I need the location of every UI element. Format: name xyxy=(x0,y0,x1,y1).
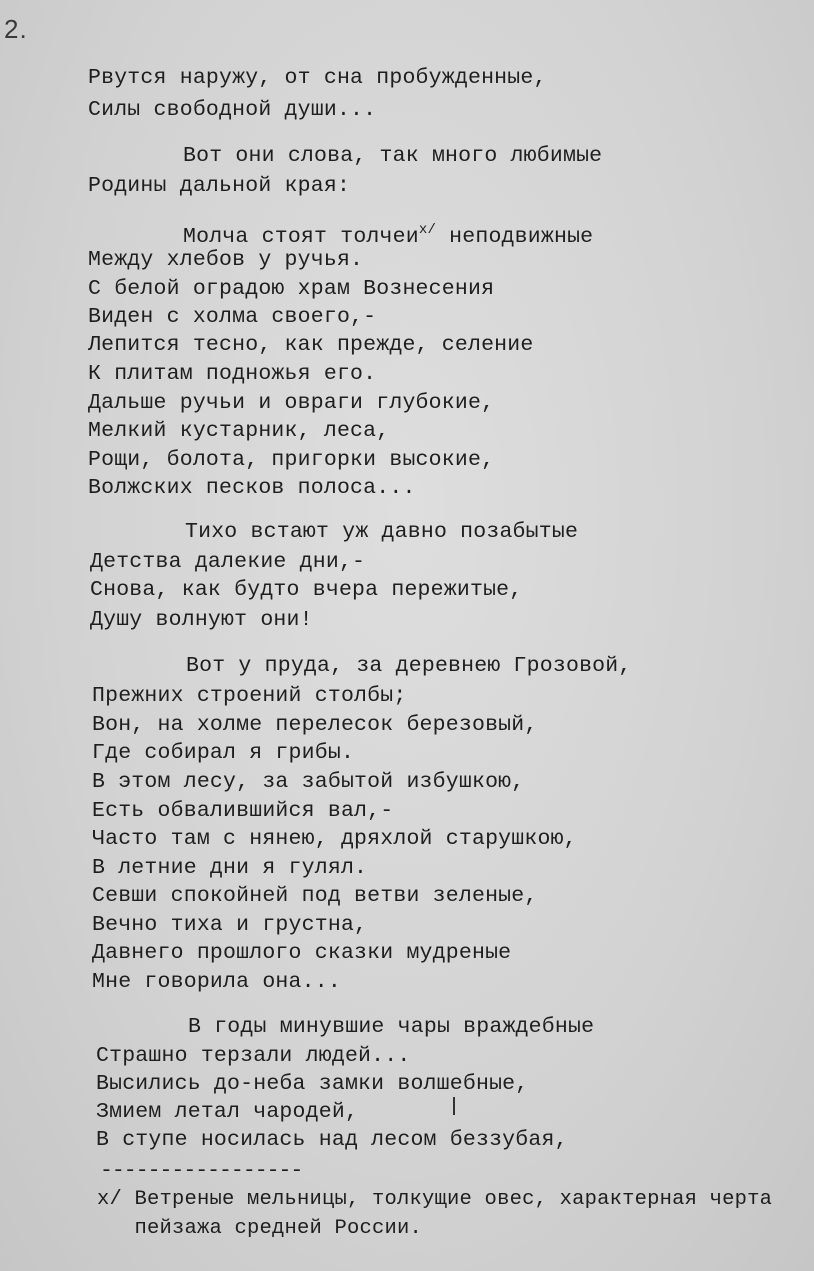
poem-line: Страшно терзали людей... xyxy=(96,1044,411,1068)
poem-line: Вон, на холме перелесок березовый, xyxy=(92,713,538,737)
poem-line: Прежних строений столбы; xyxy=(92,684,407,708)
poem-line: Рвутся наружу, от сна пробужденные, xyxy=(88,66,547,90)
footnote-line: x/ Ветреные мельницы, толкущие овес, характерная черта xyxy=(97,1188,773,1211)
poem-line: Вот они слова, так много любимые xyxy=(183,144,603,168)
poem-line: Душу волнуют они! xyxy=(90,608,313,632)
footnote-rule: ----------------- xyxy=(100,1159,303,1183)
poem-line: Вот у пруда, за деревнею Грозовой, xyxy=(186,654,632,678)
poem-line: Виден с холма своего,- xyxy=(88,305,377,329)
poem-line: Лепится тесно, как прежде, селение xyxy=(88,333,534,357)
poem-line: Часто там с нянею, дряхлой старушкою, xyxy=(92,827,577,851)
poem-line: Снова, как будто вчера пережитые, xyxy=(90,578,523,602)
poem-line: Волжских песков полоса... xyxy=(88,476,416,500)
footnote-line: пейзажа средней России. xyxy=(97,1217,423,1240)
pen-mark xyxy=(453,1097,455,1115)
poem-line: К плитам подножья его. xyxy=(88,362,377,386)
page-number: 2. xyxy=(4,14,28,44)
poem-line-text: Молча стоят толчеи xyxy=(183,225,419,249)
poem-line: С белой оградою храм Вознесения xyxy=(88,277,495,301)
poem-line: Между хлебов у ручья. xyxy=(88,248,364,272)
poem-line: В этом лесу, за забытой избушкою, xyxy=(92,770,525,794)
poem-line: Мне говорила она... xyxy=(92,970,341,994)
poem-line: Змием летал чародей, xyxy=(96,1100,359,1124)
poem-line: Силы свободной души... xyxy=(88,98,377,122)
footnote-marker: x/ xyxy=(418,222,437,238)
poem-line: Детства далекие дни,- xyxy=(90,550,366,574)
poem-line: Дальше ручьи и овраги глубокие, xyxy=(88,391,495,415)
poem-line: Родины дальной края: xyxy=(88,174,351,198)
poem-line: Тихо встают уж давно позабытые xyxy=(185,520,579,544)
poem-line: Есть обвалившийся вал,- xyxy=(92,799,394,823)
poem-line: Севши спокойней под ветви зеленые, xyxy=(92,884,538,908)
poem-line-text: неподвижные xyxy=(436,225,594,249)
poem-line: В ступе носилась над лесом беззубая, xyxy=(96,1128,568,1152)
poem-line: Вечно тиха и грустна, xyxy=(92,913,368,937)
poem-line: Где собирал я грибы. xyxy=(92,741,355,765)
poem-line: Давнего прошлого сказки мудреные xyxy=(92,941,512,965)
poem-line: Рощи, болота, пригорки высокие, xyxy=(88,448,495,472)
poem-line: В летние дни я гулял. xyxy=(92,856,368,880)
poem-line: Мелкий кустарник, леса, xyxy=(88,419,390,443)
poem-line: В годы минувшие чары враждебные xyxy=(188,1015,595,1039)
poem-line: Высились до-неба замки волшебные, xyxy=(96,1072,529,1096)
